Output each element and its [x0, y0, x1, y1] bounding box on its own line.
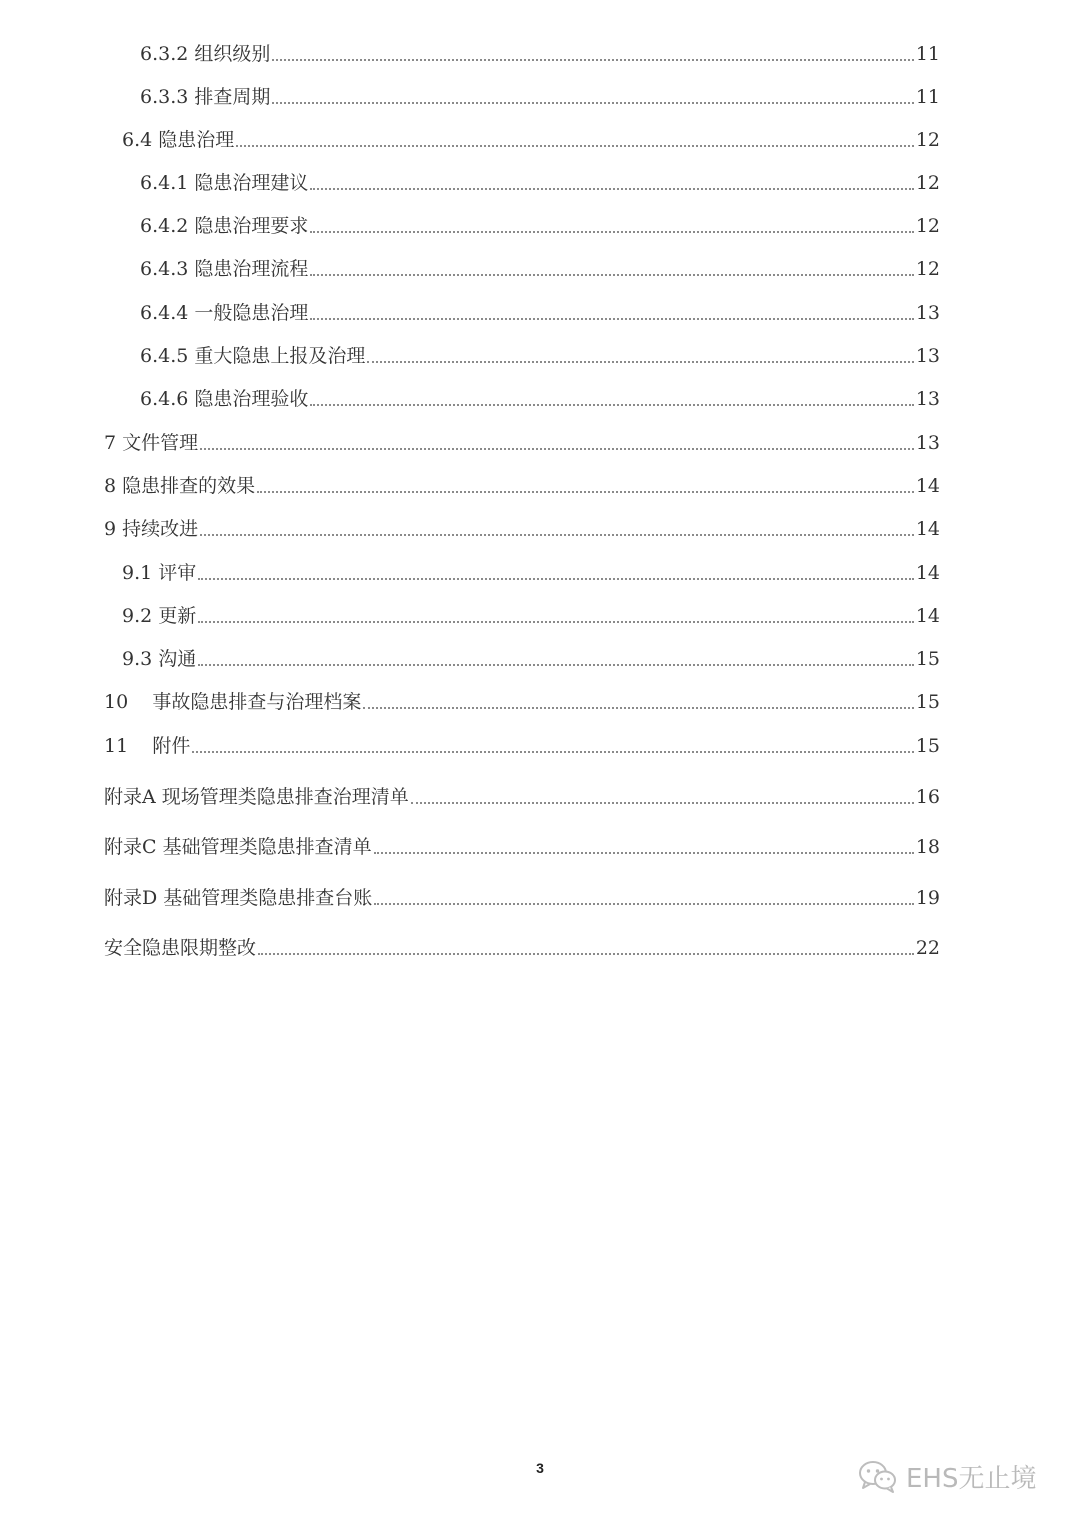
toc-entry-number: 9.2 — [122, 605, 159, 627]
toc-entry-number: 9.1 — [122, 562, 159, 584]
toc-dot-leader — [411, 801, 914, 804]
toc-entry[interactable] — [122, 555, 940, 585]
toc-entry-title: 附录A 现场管理类隐患排查治理清单 — [104, 786, 409, 808]
watermark-text: EHS无止境 — [906, 1464, 1037, 1494]
toc-entry[interactable] — [122, 598, 940, 628]
toc-entry-page: 12 — [915, 172, 940, 194]
toc-entry-title: 一般隐患治理 — [194, 302, 309, 324]
toc-entry[interactable] — [140, 165, 940, 195]
toc-entry-number: 6.4 — [122, 129, 159, 151]
toc-dot-leader — [363, 706, 913, 709]
toc-entry-title: 隐患治理要求 — [194, 215, 309, 237]
toc-entry-number: 10 — [104, 691, 153, 713]
toc-entry-page: 14 — [915, 475, 940, 497]
toc-dot-leader — [310, 403, 913, 406]
toc-entry-page: 15 — [915, 691, 940, 713]
toc-entry-title: 事故隐患排查与治理档案 — [152, 691, 362, 713]
toc-entry-title: 评审 — [158, 562, 197, 584]
toc-entry-number: 11 — [104, 735, 153, 757]
toc-entry-title: 隐患治理建议 — [194, 172, 309, 194]
toc-dot-leader — [198, 577, 914, 580]
toc-entry[interactable] — [122, 122, 940, 152]
toc-entry[interactable] — [104, 511, 940, 541]
toc-entry-page: 12 — [915, 258, 940, 280]
toc-entry-number: 6.4.6 — [140, 388, 195, 410]
toc-dot-leader — [198, 663, 914, 666]
toc-entry-title: 附录D 基础管理类隐患排查台账 — [104, 887, 373, 909]
toc-dot-leader — [257, 490, 914, 493]
toc-entry[interactable] — [140, 79, 940, 109]
toc-entry-title: 文件管理 — [122, 432, 199, 454]
toc-entry-number: 9 — [104, 518, 123, 540]
toc-entry-title: 附录C 基础管理类隐患排查清单 — [104, 836, 372, 858]
toc-dot-leader — [310, 273, 913, 276]
toc-entry-title: 安全隐患限期整改 — [104, 937, 257, 959]
toc-entry-number: 6.4.1 — [140, 172, 195, 194]
toc-entry[interactable] — [140, 381, 940, 411]
toc-entry[interactable] — [104, 779, 940, 809]
toc-entry-title: 隐患治理流程 — [194, 258, 309, 280]
toc-entry-page: 11 — [915, 86, 940, 108]
toc-entry-title: 更新 — [158, 605, 197, 627]
toc-entry-page: 11 — [915, 43, 940, 65]
toc-entry-number: 6.4.3 — [140, 258, 195, 280]
toc-dot-leader — [310, 187, 913, 190]
toc-dot-leader — [258, 952, 914, 955]
toc-entry-number: 6.4.5 — [140, 345, 195, 367]
toc-entry[interactable] — [104, 425, 940, 455]
toc-entry-title: 沟通 — [158, 648, 197, 670]
toc-entry[interactable] — [104, 880, 940, 910]
toc-entry-number: 6.4.4 — [140, 302, 195, 324]
toc-entry-number: 6.4.2 — [140, 215, 195, 237]
toc-entry[interactable] — [140, 338, 940, 368]
toc-entry[interactable] — [140, 208, 940, 238]
toc-entry[interactable] — [122, 641, 940, 671]
toc-dot-leader — [374, 902, 914, 905]
toc-dot-leader — [367, 360, 913, 363]
toc-entry-page: 13 — [915, 388, 940, 410]
toc-entry-page: 14 — [915, 605, 940, 627]
toc-entry-page: 14 — [915, 518, 940, 540]
toc-entry-number: 6.3.2 — [140, 43, 195, 65]
toc-entry-page: 12 — [915, 129, 940, 151]
toc-entry[interactable] — [104, 468, 940, 498]
toc-entry-title: 重大隐患上报及治理 — [194, 345, 366, 367]
toc-entry-title: 持续改进 — [122, 518, 199, 540]
toc-entry-page: 22 — [915, 937, 940, 959]
toc-dot-leader — [198, 620, 914, 623]
toc-entry-title: 组织级别 — [194, 43, 271, 65]
toc-entry-number: 8 — [104, 475, 123, 497]
toc-entry-page: 14 — [915, 562, 940, 584]
toc-entry-page: 13 — [915, 345, 940, 367]
wechat-icon — [858, 1460, 898, 1494]
toc-entry[interactable] — [104, 930, 940, 960]
toc-entry[interactable] — [140, 295, 940, 325]
toc-entry-number: 6.3.3 — [140, 86, 195, 108]
toc-entry-page: 18 — [915, 836, 940, 858]
toc-entry-page: 15 — [915, 735, 940, 757]
page-number: 3 — [536, 1460, 544, 1476]
toc-entry-title: 排查周期 — [194, 86, 271, 108]
watermark — [858, 1458, 1036, 1495]
toc-entry-title: 隐患治理 — [158, 129, 235, 151]
toc-entry-title: 附件 — [152, 735, 191, 757]
toc-entry[interactable] — [104, 684, 940, 714]
toc-entry-title: 隐患排查的效果 — [122, 475, 256, 497]
toc-dot-leader — [374, 851, 914, 854]
toc-entry[interactable] — [104, 829, 940, 859]
toc-entry[interactable] — [104, 728, 940, 758]
toc-dot-leader — [192, 750, 913, 753]
toc-entry-number: 7 — [104, 432, 123, 454]
toc-entry-page: 19 — [915, 887, 940, 909]
toc-dot-leader — [272, 58, 913, 61]
toc-entry-title: 隐患治理验收 — [194, 388, 309, 410]
toc-dot-leader — [200, 447, 914, 450]
toc-entry-page: 12 — [915, 215, 940, 237]
toc-entry-page: 16 — [915, 786, 940, 808]
toc-dot-leader — [200, 533, 914, 536]
toc-entry-number: 9.3 — [122, 648, 159, 670]
toc-dot-leader — [310, 230, 913, 233]
toc-dot-leader — [236, 144, 914, 147]
toc-dot-leader — [272, 101, 913, 104]
toc-entry-page: 13 — [915, 302, 940, 324]
toc-entry[interactable] — [140, 36, 940, 66]
toc-entry-page: 13 — [915, 432, 940, 454]
toc-entry[interactable] — [140, 251, 940, 281]
toc-entry-page: 15 — [915, 648, 940, 670]
toc-dot-leader — [310, 317, 913, 320]
